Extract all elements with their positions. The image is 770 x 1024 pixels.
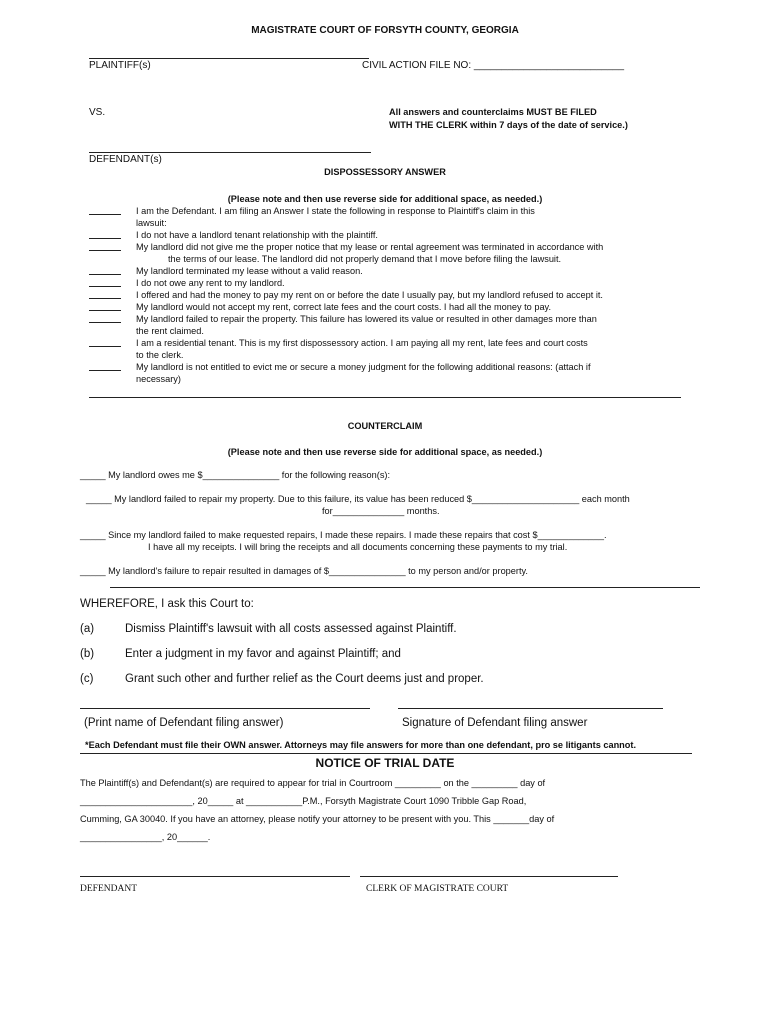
defendant-filing-note: *Each Defendant must file their OWN answer. Attorneys may file answers for more than one defendant, pro se litigants cannot.	[85, 740, 637, 750]
answer-checkbox-blank[interactable]	[89, 322, 121, 323]
wherefore-letter: (b)	[80, 648, 95, 660]
answer-checkbox-blank[interactable]	[89, 250, 121, 251]
wherefore-letter: (a)	[80, 623, 95, 635]
answer-item-text: to the clerk.	[136, 350, 184, 360]
answer-item-text: necessary)	[136, 374, 181, 384]
answer-item-text: I am a residential tenant. This is my first dispossessory action. I am paying all my rent, late fees and court costs	[136, 338, 588, 348]
wherefore-item-text: Dismiss Plaintiff's lawsuit with all costs assessed against Plaintiff.	[125, 623, 457, 635]
defendant-label: DEFENDANT(s)	[89, 154, 162, 165]
answer-item-text: I offered and had the money to pay my rent on or before the date I usually pay, but my landlord refused to accept it.	[136, 290, 603, 300]
trial-notice-line1: The Plaintiff(s) and Defendant(s) are required to appear for trial in Courtroom _________ on the _________ day of	[80, 778, 546, 788]
answer-checkbox-blank[interactable]	[89, 346, 121, 347]
answer-item-text: My landlord would not accept my rent, correct late fees and the court costs. I had all the money to pay.	[136, 302, 552, 312]
trial-notice-line4: ________________, 20______.	[80, 832, 211, 842]
counterclaim-item-receipts: I have all my receipts. I will bring the receipts and all documents concerning these payments to my trial.	[148, 542, 568, 552]
clerk-footer-label: CLERK OF MAGISTRATE COURT	[366, 884, 509, 894]
defendant-line[interactable]	[89, 152, 371, 153]
answer-checkbox-blank[interactable]	[89, 286, 121, 287]
counterclaim-item-repairs[interactable]: _____ Since my landlord failed to make requested repairs, I made these repairs. I made these repairs that cost $_____________.	[80, 530, 607, 540]
answer-item-text: the rent claimed.	[136, 326, 204, 336]
answer-item-text: My landlord did not give me the proper notice that my lease or rental agreement was terminated in accordance with	[136, 242, 604, 252]
signature-label: Signature of Defendant filing answer	[402, 717, 588, 729]
clerk-signature-line[interactable]	[360, 876, 618, 877]
wherefore-item-text: Grant such other and further relief as the Court deems just and proper.	[125, 673, 484, 685]
answer-item-text: I do not have a landlord tenant relationship with the plaintiff.	[136, 230, 378, 240]
answer-checkbox-blank[interactable]	[89, 238, 121, 239]
filing-notice-line1: All answers and counterclaims MUST BE FILED	[389, 107, 597, 117]
answer-checkbox-blank[interactable]	[89, 370, 121, 371]
plaintiff-line[interactable]	[89, 58, 369, 59]
answer-item-text: My landlord terminated my lease without a valid reason.	[136, 266, 363, 276]
notice-divider	[80, 753, 692, 754]
answer-item-text: I do not owe any rent to my landlord.	[136, 278, 285, 288]
counterclaim-item-damages[interactable]: _____ My landlord's failure to repair resulted in damages of $_______________ to my person and/or property.	[80, 566, 528, 576]
counterclaim-item-value-reduced[interactable]: _____ My landlord failed to repair my property. Due to this failure, its value has been reduced $_____________________ each month	[86, 494, 630, 504]
answer-item-text: My landlord failed to repair the property. This failure has lowered its value or resulted in other damages more than	[136, 314, 597, 324]
answer-item-text: I am the Defendant. I am filing an Answer I state the following in response to Plaintiff's claim in this	[136, 206, 535, 216]
answer-title: DISPOSSESSORY ANSWER	[324, 167, 446, 177]
counterclaim-divider	[110, 587, 700, 588]
defendant-signature-line[interactable]	[80, 876, 350, 877]
counterclaim-note: (Please note and then use reverse side for additional space, as needed.)	[227, 447, 543, 457]
answer-item-text: the terms of our lease. The landlord did not properly demand that I move before filing the lawsuit.	[168, 254, 562, 264]
counterclaim-title: COUNTERCLAIM	[347, 421, 423, 431]
signature-line[interactable]	[398, 708, 663, 709]
answer-item-text: My landlord is not entitled to evict me or secure a money judgment for the following additional reasons: (attach if	[136, 362, 591, 372]
defendant-footer-label: DEFENDANT	[80, 884, 137, 894]
trial-notice-title: NOTICE OF TRIAL DATE	[315, 756, 455, 770]
civil-action-label: CIVIL ACTION FILE NO: ___________________________	[362, 60, 625, 71]
wherefore-intro: WHEREFORE, I ask this Court to:	[80, 598, 254, 610]
vs-label: VS.	[89, 107, 106, 118]
plaintiff-label: PLAINTIFF(s)	[89, 60, 151, 71]
answer-note: (Please note and then use reverse side for additional space, as needed.)	[227, 194, 543, 204]
trial-notice-line3: Cumming, GA 30040. If you have an attorney, please notify your attorney to be present with you. This _______day of	[80, 814, 555, 824]
wherefore-item-text: Enter a judgment in my favor and against Plaintiff; and	[125, 648, 401, 660]
answer-checkbox-blank[interactable]	[89, 214, 121, 215]
court-title: MAGISTRATE COURT OF FORSYTH COUNTY, GEORGIA	[251, 25, 519, 36]
answer-checkbox-blank[interactable]	[89, 298, 121, 299]
counterclaim-item-months[interactable]: for______________ months.	[322, 506, 440, 516]
answer-reasons-line[interactable]	[89, 397, 681, 398]
answer-checkbox-blank[interactable]	[89, 310, 121, 311]
wherefore-letter: (c)	[80, 673, 94, 685]
print-name-label: (Print name of Defendant filing answer)	[84, 717, 284, 729]
filing-notice-line2: WITH THE CLERK within 7 days of the date of service.)	[389, 120, 628, 130]
answer-item-text: lawsuit:	[136, 218, 167, 228]
print-name-line[interactable]	[80, 708, 370, 709]
trial-notice-line2: ______________________, 20_____ at ___________P.M., Forsyth Magistrate Court 1090 Tribble Gap Road,	[80, 796, 527, 806]
counterclaim-item-owes[interactable]: _____ My landlord owes me $_______________ for the following reason(s):	[80, 470, 391, 480]
answer-checkbox-blank[interactable]	[89, 274, 121, 275]
